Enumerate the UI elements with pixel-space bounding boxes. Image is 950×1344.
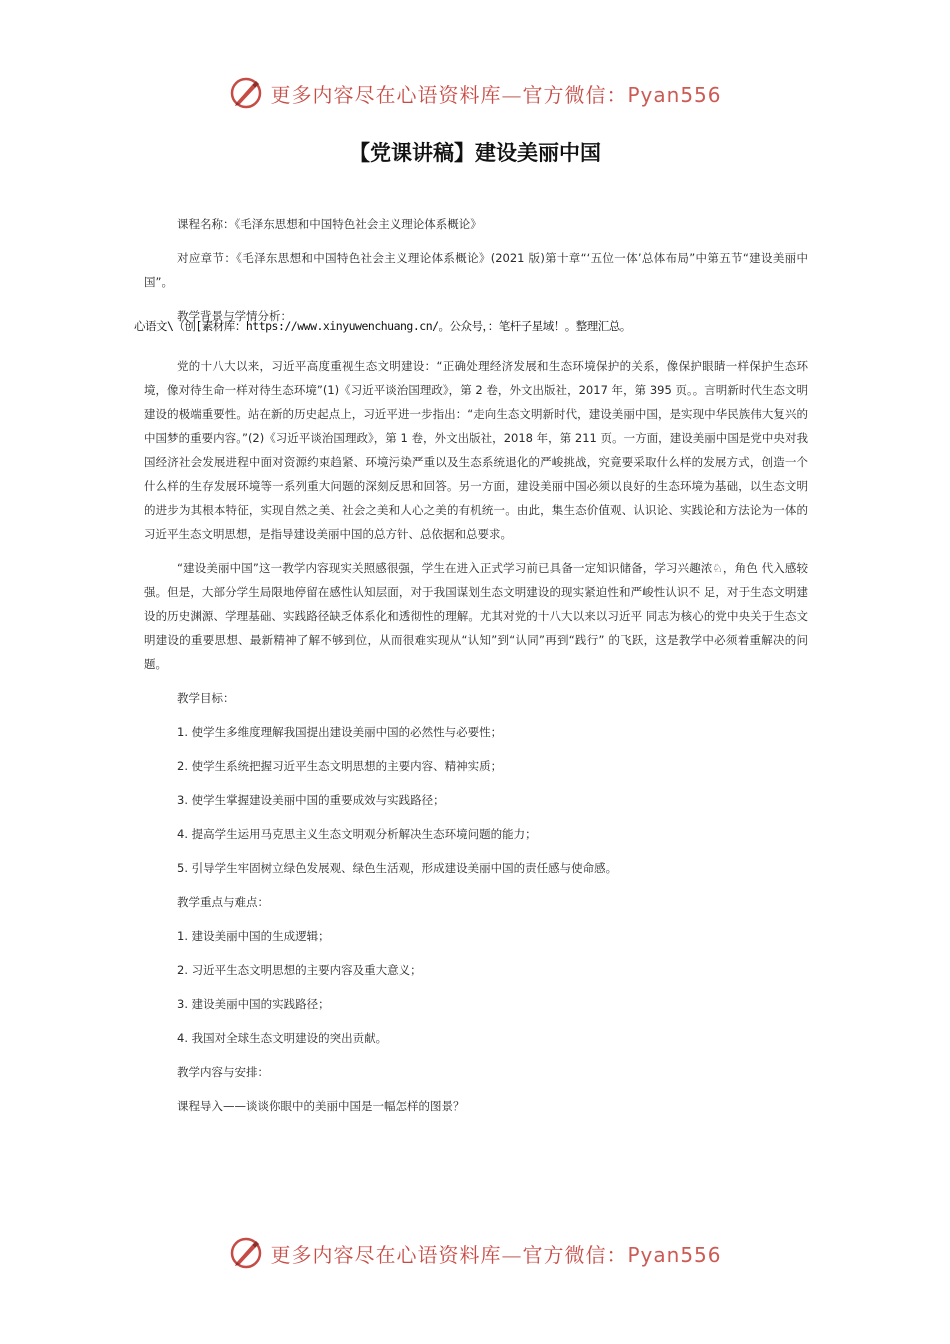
footer-banner <box>0 1233 950 1273</box>
header-banner <box>0 73 950 113</box>
pen-logo-icon <box>228 1235 264 1271</box>
key-point-item: 1. 建设美丽中国的生成逻辑； <box>177 929 330 943</box>
document-body <box>144 212 808 1128</box>
key-point-item: 2. 习近平生态文明思想的主要内容及重大意义； <box>177 963 422 977</box>
key-point-item: 4. 我国对全球生态文明建设的突出贡献。 <box>177 1031 388 1045</box>
banner-main: 更多内容尽在心语资料库 <box>270 82 502 107</box>
course-intro: 课程导入——谈谈你眼中的美丽中国是一幅怎样的图景？ <box>177 1099 465 1113</box>
section-heading-goals: 教学目标： <box>177 691 235 705</box>
section-heading-background: 教学背景与学情分析： <box>177 309 292 323</box>
banner-main: 更多内容尽在心语资料库 <box>270 1242 502 1267</box>
banner-text <box>270 1239 721 1268</box>
banner-wechat-id: Pyan556 <box>627 1242 722 1267</box>
goal-item: 1. 使学生多维度理解我国提出建设美丽中国的必然性与必要性； <box>177 725 503 739</box>
banner-text <box>270 79 721 108</box>
chapter-info: 对应章节：《毛泽东思想和中国特色社会主义理论体系概论》(2021 版)第十章“‘五位一体’总体布局”中第五节“建设美丽中国”。 <box>144 251 808 289</box>
goal-item: 4. 提高学生运用马克思主义生态文明观分析解决生态环境问题的能力； <box>177 827 537 841</box>
banner-dash: — <box>501 1242 523 1267</box>
goal-item: 2. 使学生系统把握习近平生态文明思想的主要内容、精神实质； <box>177 759 503 773</box>
source-watermark: 心语文\（创[素材库：https://www.xinyuwenchuang.cn/。公众号，：笔杆子星域！。整理汇总。 <box>134 319 631 333</box>
banner-tail: 官方微信： <box>522 1242 628 1267</box>
banner-wechat-id: Pyan556 <box>627 82 722 107</box>
section-heading-content: 教学内容与安排： <box>177 1065 269 1079</box>
pen-logo-icon <box>228 75 264 111</box>
key-point-item: 3. 建设美丽中国的实践路径； <box>177 997 330 1011</box>
paragraph-background: 党的十八大以来，习近平高度重视生态文明建设：“正确处理经济发展和生态环境保护的关系，像保护眼睛一样保护生态环境，像对待生命一样对待生态环境”(1)《习近平谈治国理政》，第 2 卷，外文出版社，2017 年，第 395 页。。言明新时代生态文明建设的极端重要性。站在新的历史起点上，习近平进一步指出：“走向生态文明新时代，建设美丽中国，是实现中华民族伟大复兴的中国梦的重要内容。”(2)《习近平谈治国理政》，第 1 卷，外文出版社，2018 年，第 211 页。一方面，建设美丽中国是党中央对我国经济社会发展进程中面对资源约束趋紧、环境污染严重以及生态系统退化的严峻挑战，究竟要采取什么样的发展方式，创造一个什么样的生存发展环境等一系列重大问题的深刻反思和回答。另一方面，建设美丽中国必须以良好的生态环境为基础，以生态文明的进步为其根本特征，实现自然之美、社会之美和人心之美的有机统一。由此，集生态价值观、认识论、实践论和方法论为一体的习近平生态文明思想，是指导建设美丽中国的总方针、总依据和总要求。 <box>144 359 808 541</box>
goal-item: 3. 使学生掌握建设美丽中国的重要成效与实践路径； <box>177 793 445 807</box>
banner-tail: 官方微信： <box>522 82 628 107</box>
page-title: 【党课讲稿】建设美丽中国 <box>349 141 601 165</box>
course-name: 课程名称：《毛泽东思想和中国特色社会主义理论体系概论》 <box>177 217 482 231</box>
banner-dash: — <box>501 82 523 107</box>
paragraph-learner-analysis: “建设美丽中国”这一教学内容现实关照感很强，学生在进入正式学习前已具备一定知识储备，学习兴趣浓♘，角色 代入感较强。但是，大部分学生局限地停留在感性认知层面，对于我国谋划生态文明建设的现实紧迫性和严峻性认识不 足，对于生态文明建设的历史渊源、学理基础、实践路径缺乏体系化和透彻性的理解。尤其对党的十八大以来以习近平 同志为核心的党中央关于生态文明建设的重要思想、最新精神了解不够到位，从而很难实现从“认知”到“认同”再到“践行” 的飞跃，这是教学中必须着重解决的问题。 <box>144 561 808 671</box>
section-heading-key-points: 教学重点与难点： <box>177 895 269 909</box>
goal-item: 5. 引导学生牢固树立绿色发展观、绿色生活观，形成建设美丽中国的责任感与使命感。 <box>177 861 618 875</box>
